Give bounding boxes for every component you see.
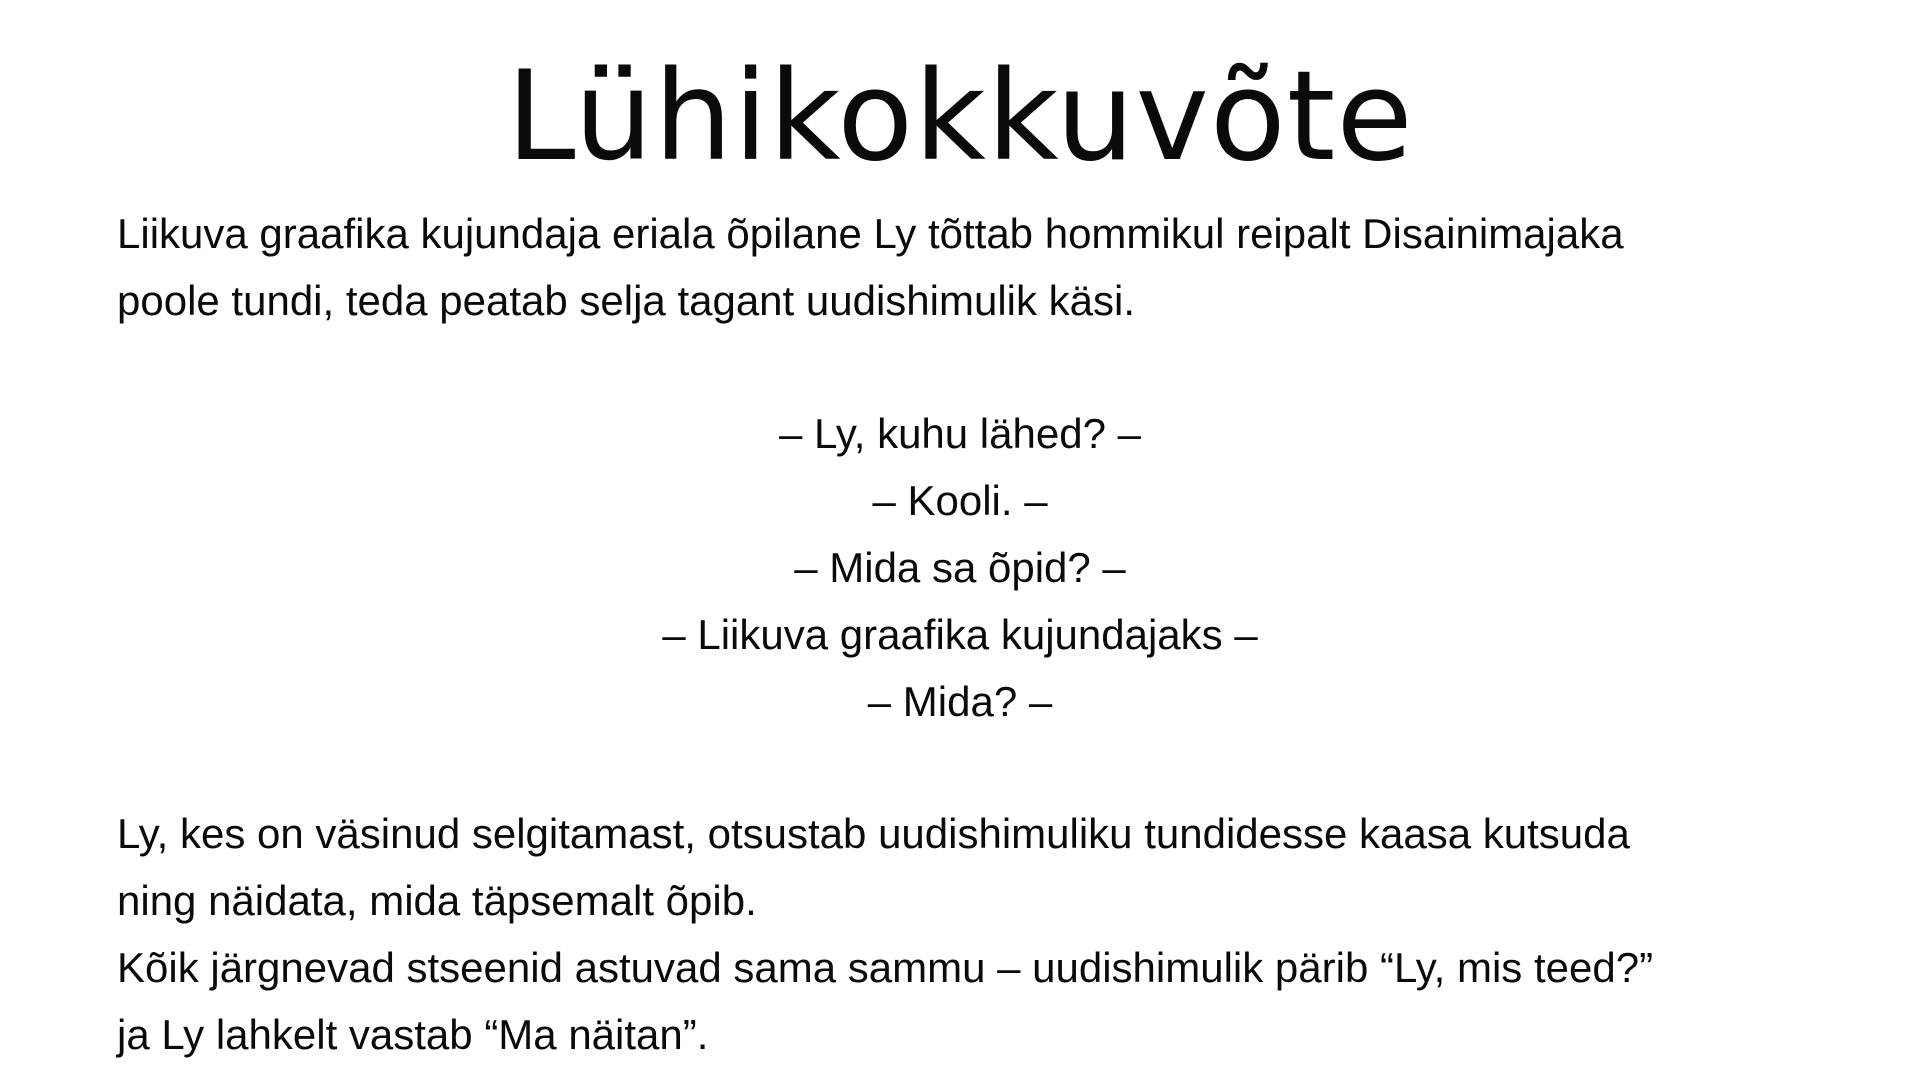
intro-paragraph [117, 200, 1837, 334]
intro-line-2: poole tundi, teda peatab selja tagant uudishimulik käsi. [117, 277, 1136, 324]
page-title: Lühikokkuvõte [506, 45, 1414, 189]
dialogue-line: – Liikuva graafika kujundajaks – [662, 611, 1258, 658]
dialogue-block [0, 400, 1920, 735]
dialogue-line: – Kooli. – [872, 477, 1048, 524]
outro-line-1: Ly, kes on väsinud selgitamast, otsustab uudishimuliku tundidesse kaasa kutsuda [117, 810, 1630, 857]
intro-line-1: Liikuva graafika kujundaja eriala õpilane Ly tõttab hommikul reipalt Disainimajaka [117, 210, 1624, 257]
dialogue-line: – Mida sa õpid? – [794, 544, 1126, 591]
outro-line-3: Kõik järgnevad stseenid astuvad sama sammu – uudishimulik pärib “Ly, mis teed?” [117, 944, 1654, 991]
outro-line-2: ning näidata, mida täpsemalt õpib. [117, 877, 757, 924]
dialogue-line: – Ly, kuhu lähed? – [779, 410, 1141, 457]
outro-line-4: ja Ly lahkelt vastab “Ma näitan”. [117, 1011, 709, 1058]
dialogue-line: – Mida? – [867, 678, 1053, 725]
outro-paragraph [117, 800, 1837, 1068]
